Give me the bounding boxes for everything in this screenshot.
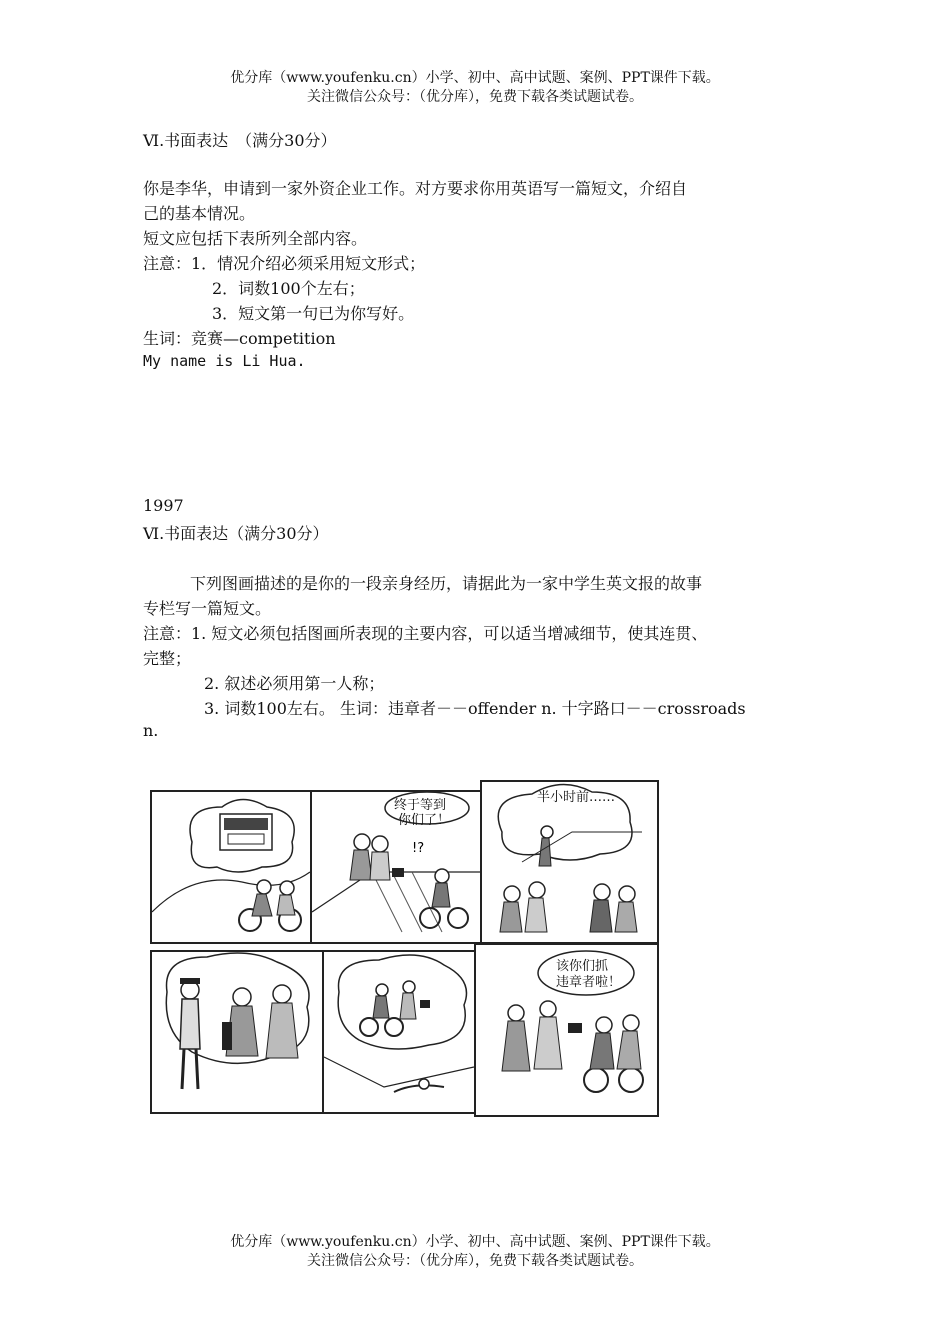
section2-note-2: 2. 叙述必须用第一人称； (204, 674, 385, 693)
flashback-crowd-illustration (482, 782, 657, 942)
riders-violation-illustration (324, 952, 474, 1112)
panel2-bubble-line-2: 你们了！ (398, 813, 451, 828)
section1-vocabulary: 生词：竞赛—competition (143, 329, 336, 348)
crosswalk-encounter-illustration (312, 792, 480, 942)
comic-panel-6 (474, 943, 659, 1117)
comic-panel-4 (150, 950, 324, 1114)
comic-panel-2 (310, 790, 482, 944)
section2-note-3-line-1: 3. 词数100左右。 生词：违章者－－offender n. 十字路口－－crossroads (204, 699, 746, 718)
policeman-scolding-illustration (152, 952, 322, 1112)
panel3-bubble: 半小时前…… (537, 790, 616, 805)
section2-note-1-line-2: 完整； (143, 649, 192, 668)
section1-first-sentence: My name is Li Hua. (143, 352, 306, 370)
comic-strip (148, 778, 658, 1123)
panel6-bubble-line-1: 该你们抓 (556, 959, 609, 974)
section1-note-3: 3．短文第一句已为你写好。 (212, 304, 415, 323)
footer-line-1: 优分库（www.youfenku.cn）小学、初中、高中试题、案例、PPT课件下载。 (230, 1234, 720, 1250)
section2-note-3-line-2: n. (143, 721, 159, 740)
section1-paragraph-2: 短文应包括下表所列全部内容。 (143, 229, 368, 248)
exclamation-question-mark: !? (412, 841, 425, 856)
section1-note-2: 2．词数100个左右； (212, 279, 365, 298)
panel2-bubble-line-1: 终于等到 (394, 798, 447, 813)
section2-title: Ⅵ.书面表达（满分30分） (143, 524, 329, 543)
section1-note-1: 注意：1．情况介绍必须采用短文形式； (143, 254, 426, 273)
section1-paragraph-line-2: 己的基本情况。 (143, 204, 256, 223)
comic-panel-5 (322, 950, 476, 1114)
section2-note-1-line-1: 注意：1. 短文必须包括图画所表现的主要内容，可以适当增减细节，使其连贯、 (143, 624, 708, 643)
section1-paragraph-line-1: 你是李华，申请到一家外资企业工作。对方要求你用英语写一篇短文，介绍自 (143, 179, 688, 198)
section2-paragraph-line-1: 下列图画描述的是你的一段亲身经历，请据此为一家中学生英文报的故事 (190, 574, 703, 593)
header-line-1: 优分库（www.youfenku.cn）小学、初中、高中试题、案例、PPT课件下载。 (230, 70, 720, 86)
panel6-bubble-line-2: 违章者啦！ (556, 975, 622, 990)
header-line-2: 关注微信公众号：（优分库），免费下载各类试题试卷。 (307, 89, 643, 105)
footer-line-2: 关注微信公众号：（优分库），免费下载各类试题试卷。 (307, 1253, 643, 1269)
section2-year: 1997 (143, 496, 184, 515)
comic-panel-3 (480, 780, 659, 944)
cyclists-dreaming-illustration (152, 792, 310, 942)
section2-paragraph-line-2: 专栏写一篇短文。 (143, 599, 272, 618)
comic-panel-1 (150, 790, 312, 944)
section1-title: Ⅵ.书面表达 （满分30分） (143, 131, 337, 150)
